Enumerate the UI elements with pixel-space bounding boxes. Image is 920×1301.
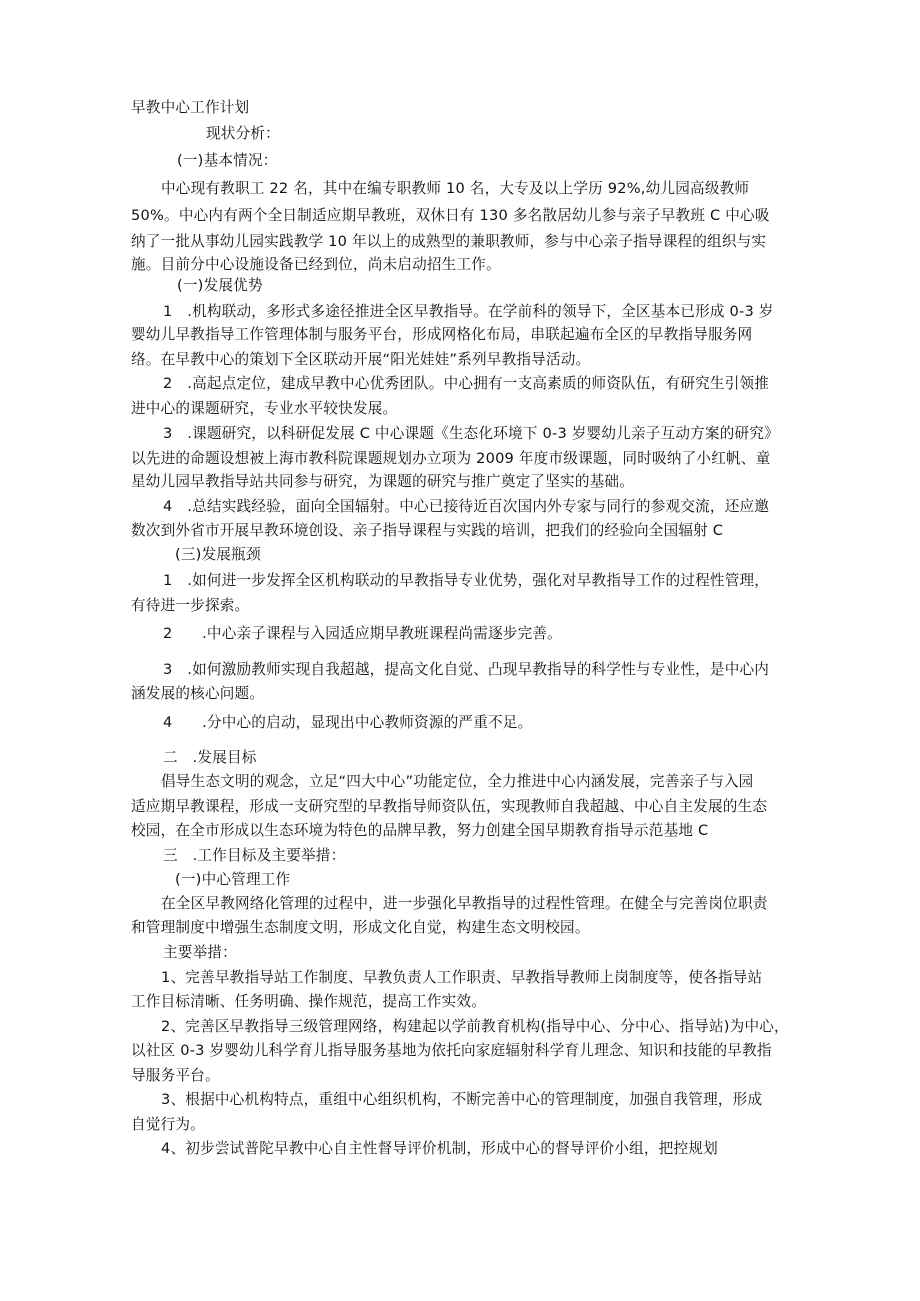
sub-heading: (一)基本情况：	[177, 152, 278, 169]
paragraph-line: 1 .如何进一步发挥全区机构联动的早教指导专业优势，强化对早教指导工作的过程性管理，	[163, 572, 770, 589]
paragraph-line: 导服务平台。	[131, 1067, 220, 1084]
paragraph-line: 和管理制度中增强生态制度文明，形成文化自觉，构建生态文明校园。	[131, 919, 590, 936]
paragraph-line: 以先进的命题设想被上海市教科院课题规划办立项为 2009 年度市级课题，同时吸纳了小红帆、童	[131, 450, 771, 467]
section-heading: 三 .工作目标及主要举措：	[163, 847, 346, 864]
paragraph-line: 3 .如何激励教师实现自我超越，提高文化自觉、凸现早教指导的科学性与专业性，是中心内	[163, 661, 770, 678]
paragraph-line: 2 .高起点定位，建成早教中心优秀团队。中心拥有一支高素质的师资队伍，有研究生引领推	[163, 375, 770, 392]
paragraph-line: 4、初步尝试普陀早教中心自主性督导评价机制，形成中心的督导评价小组，把控规划	[161, 1140, 718, 1157]
paragraph-line: 2 .中心亲子课程与入园适应期早教班课程尚需逐步完善。	[163, 625, 562, 642]
paragraph-line: 3 .课题研究，以科研促发展 C 中心课题《生态化环境下 0-3 岁婴幼儿亲子互动方案的研究》	[163, 425, 779, 442]
paragraph-line: 进中心的课题研究，专业水平较快发展。	[131, 400, 398, 417]
paragraph-line: 数次到外省市开展早教环境创设、亲子指导课程与实践的培训，把我们的经验向全国辐射 C	[131, 522, 724, 539]
document-title: 早教中心工作计划	[131, 99, 250, 116]
paragraph-line: 施。目前分中心设施设备已经到位，尚未启动招生工作。	[131, 256, 501, 273]
paragraph-line: 自觉行为。	[131, 1116, 205, 1133]
paragraph-line: 校园，在全市形成以生态环境为特色的品牌早教，努力创建全国早期教育指导示范基地 C	[131, 822, 709, 839]
paragraph-line: 4 .分中心的启动，显现出中心教师资源的严重不足。	[163, 714, 533, 731]
paragraph-line: 50%。中心内有两个全日制适应期早教班，双休日有 130 多名散居幼儿参与亲子早教班 C 中心吸	[131, 207, 770, 224]
paragraph-line: 4 .总结实践经验，面向全国辐射。中心已接待近百次国内外专家与同行的参观交流，还应邀	[163, 498, 770, 515]
paragraph-line: 络。在早教中心的策划下全区联动开展“阳光娃娃”系列早教指导活动。	[131, 351, 591, 368]
paragraph-line: 纳了一批从事幼儿园实践教学 10 年以上的成熟型的兼职教师，参与中心亲子指导课程的组织与实	[131, 233, 767, 250]
sub-heading: 主要举措：	[163, 944, 237, 961]
paragraph-line: 有待进一步探索。	[131, 597, 250, 614]
paragraph-line: 3、根据中心机构特点，重组中心组织机构，不断完善中心的管理制度，加强自我管理，形成	[161, 1091, 763, 1108]
paragraph-line: 工作目标清晰、任务明确、操作规范，提高工作实效。	[131, 993, 487, 1010]
paragraph-line: 1、完善早教指导站工作制度、早教负责人工作职责、早教指导教师上岗制度等，使各指导站	[161, 969, 763, 986]
paragraph-line: 适应期早教课程，形成一支研究型的早教指导师资队伍，实现教师自我超越、中心自主发展的生态	[131, 798, 768, 815]
paragraph-line: 星幼儿园早教指导站共同参与研究，为课题的研究与推广奠定了坚实的基础。	[131, 473, 634, 490]
paragraph-line: 婴幼儿早教指导工作管理体制与服务平台，形成网格化布局，串联起遍布全区的早教指导服务网	[131, 326, 753, 343]
sub-heading: (一)中心管理工作	[175, 871, 291, 888]
paragraph-line: 2、完善区早教指导三级管理网络，构建起以学前教育机构(指导中心、分中心、指导站)为中心，	[161, 1018, 789, 1035]
sub-heading: (一)发展优势	[177, 277, 263, 294]
sub-heading: (三)发展瓶颈	[175, 546, 261, 563]
paragraph-line: 涵发展的核心问题。	[131, 685, 265, 702]
section-heading: 二 .发展目标	[163, 749, 257, 766]
paragraph-line: 倡导生态文明的观念，立足“四大中心”功能定位，全力推进中心内涵发展，完善亲子与入园	[161, 773, 754, 790]
paragraph-line: 1 .机构联动，多形式多途径推进全区早教指导。在学前科的领导下，全区基本已形成 0-3 岁	[163, 303, 774, 320]
paragraph-line: 以社区 0-3 岁婴幼儿科学育儿指导服务基地为依托向家庭辐射科学育儿理念、知识和技能的早教指	[131, 1042, 772, 1059]
section-heading: 现状分析：	[206, 125, 280, 142]
paragraph-line: 在全区早教网络化管理的过程中，进一步强化早教指导的过程性管理。在健全与完善岗位职责	[161, 895, 768, 912]
paragraph-line: 中心现有教职工 22 名，其中在编专职教师 10 名，大专及以上学历 92%,幼儿园高级教师	[161, 180, 750, 197]
